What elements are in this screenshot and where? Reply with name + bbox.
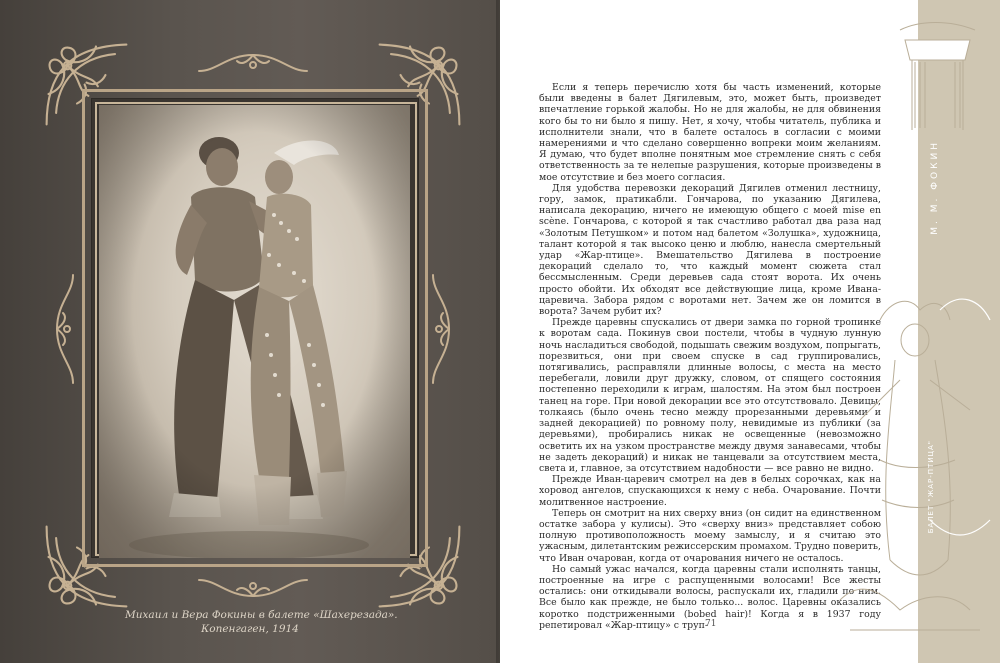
paragraph: Если я теперь перечислю хотя бы часть изменений, которые были введены в балет Дягилевым, это, может быть, произведет впечатление горькой жалобы. Но не для жалобы, не для обвинения кого бы то ни было я пишу. Нет, я хочу, чтобы читатель, публика и исполнители знали, что в балете осталось в согласии с моими намерениями и что сделано совершенно вопреки моим желаниям. Я думаю, что будет вполне понятным мое стремление снять с себя ответственность за те нелепые разрушения, которые произведены в мое отсутствие и без моего согласия.: [539, 82, 881, 183]
caption-line: Михаил и Вера Фокины в балете «Шахерезада».: [125, 609, 398, 621]
edge-ornament-icon: [197, 51, 309, 75]
edge-ornament-icon: [197, 576, 309, 600]
page-number: 71: [705, 619, 717, 629]
photo-caption: [125, 609, 398, 636]
edge-ornament-icon: [429, 273, 453, 385]
edge-ornament-icon: [53, 273, 77, 385]
paragraph: Прежде царевны спускались от двери замка по горной тропинке к воротам сада. Покинув свои постели, чтобы в чудную лунную ночь насладиться свободой, подышать свежим воздухом, попрыгать, порезвиться, они при своем спуске в сад группировались, потягивались, расправляли длинные волосы, с места на место перебегали, ловили друг дружку, словом, от спящего состояния постепенно переходили к играм, шалостям. На этом был построен танец на горе. При новой декорации все это отсутствовало. Девицы, толкаясь (было очень тесно между прорезанными деревьями и задней декорацией) по ровному полу, невидимые из публики (за деревьями), пробирались никак не освещенные (невозможно осветить их на узком пространстве между двумя занавесами, чтобы не задеть декораций) и никак не танцевали за отсутствием места, света и, главное, за отсутствием надобности — все равно не видно.: [539, 317, 882, 474]
side-column: [918, 0, 1000, 663]
body-text: [539, 82, 881, 631]
paragraph: Для удобства перевозки декораций Дягилев отменил лестницу, гору, замок, пратикабли. Гончарова, по указанию Дягилева, написала декорацию, ничего не имеющую общего с моей mise en scène. Гончарова, с которой я так счастливо работал два раза над «Золотым Петушком» и потом над балетом «Золушка», художница, талант которой я так высоко ценю и люблю, нанесла смертельный удар «Жар-птице». Вмешательство Дягилева в построение декораций сделало то, что каждый момент сюжета стал бессмысленным. Среди деревьев сада стоят ворота. Их очень просто обойти. Их обходят все действующие лица, кроме Ивана-царевича. Забора рядом с воротами нет. Зачем же он ломится в ворота? Зачем рубит их?: [539, 182, 881, 318]
paragraph: Теперь он смотрит на них сверху вниз (он сидит на единственном остатке забора у кулисы). Это «сверху вниз» представляет собою полную противоположность моему замыслу, и я считаю это ужасным, дилетантским режиссерским промахом. Трудно поверить, что Иван очарован, когда от очарования ничего не осталось.: [539, 507, 881, 564]
paragraph: Прежде Иван-царевич смотрел на дев в белых сорочках, как на хоровод ангелов, спускающихся к нему с неба. Очарование. Почти молитвенное настроение.: [539, 474, 881, 508]
paragraph: Но самый ужас начался, когда царевны стали исполнять танцы, построенные на игре с распущенными волосами! Все жесты остались: они откидывали волосы, распускали их, гладили по ним. Все было как прежде, не было только... волос. Царевны оказались коротко подстриженными (bobed hair)! Когда я в 1937 году репетировал «Жар-птицу» с труп-: [539, 563, 881, 631]
dancers-photo: [99, 105, 410, 558]
caption-line: Копенгаген, 1914: [201, 622, 299, 635]
running-title: М. М. ФОКИН: [930, 140, 940, 235]
running-subtitle: БАЛЕТ "ЖАР-ПТИЦА": [927, 440, 935, 534]
